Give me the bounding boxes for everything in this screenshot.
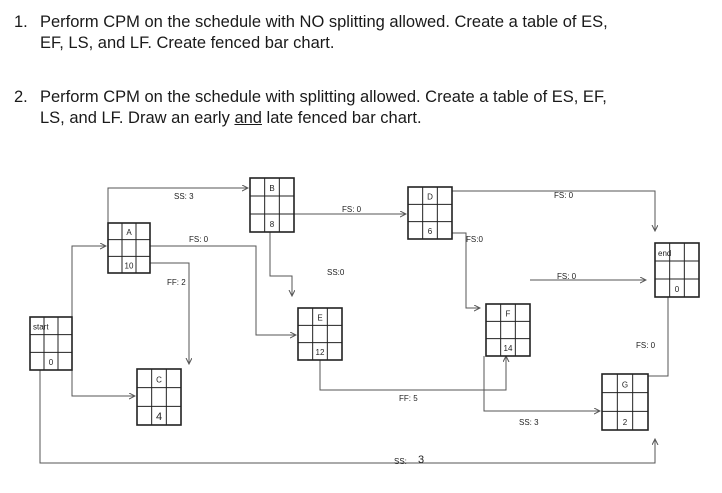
activity-name: A	[126, 228, 132, 237]
precedence-network-diagram	[0, 168, 722, 493]
question-line: Perform CPM on the schedule with NO splitting allowed. Create a table of ES,	[40, 13, 608, 31]
activity-duration: 6	[427, 227, 433, 237]
rel-label-d-end: FS: 0	[554, 191, 574, 200]
rel-label-g-end: FS: 0	[636, 341, 656, 350]
activity-duration: 2	[622, 417, 628, 427]
activity-duration: 12	[315, 348, 325, 358]
rel-label-a-e: FS: 0	[189, 235, 209, 244]
activity-box-f	[486, 304, 530, 356]
activity-name: B	[269, 183, 275, 193]
connector-b-e	[270, 232, 292, 296]
question-line	[40, 108, 607, 129]
activity-duration: 0	[674, 284, 680, 294]
activity-duration: 0	[48, 358, 54, 368]
activity-duration: 10	[124, 261, 134, 271]
rel-label-start-end-prefix: SS:	[394, 457, 407, 466]
question-text-part: late fenced bar chart.	[261, 109, 422, 127]
connector-start-end	[40, 370, 655, 463]
connector-d-f	[452, 233, 480, 308]
activity-box-e	[298, 308, 342, 360]
rel-label-b-d: FS: 0	[342, 205, 362, 214]
underlined-word: and	[234, 109, 262, 127]
activity-name: D	[427, 192, 433, 202]
rel-label-f-g: SS: 3	[519, 418, 539, 427]
activity-box-c	[137, 369, 181, 425]
connector-g-end	[648, 286, 668, 376]
activity-duration: 4	[155, 410, 163, 423]
question-line: EF, LS, and LF. Create fenced bar chart.	[40, 34, 335, 52]
question-number: 2.	[14, 88, 28, 106]
activity-box-b	[250, 178, 294, 232]
activity-name: start	[33, 322, 49, 332]
rel-label-a-c: FF: 2	[167, 278, 186, 287]
rel-label-f-end: FS: 0	[557, 272, 577, 281]
question-text-part: LS, and LF. Draw an early	[40, 109, 235, 127]
activity-duration: 14	[503, 344, 513, 354]
activity-name: E	[317, 313, 323, 323]
question-number: 1.	[14, 13, 28, 31]
activity-box-a	[108, 223, 150, 273]
activity-box-start	[30, 317, 72, 370]
question-text	[40, 87, 607, 129]
activity-name: F	[505, 309, 511, 319]
connector-f-g	[484, 356, 600, 411]
activity-name: end	[658, 248, 672, 258]
rel-label-e-f: FF: 5	[399, 394, 418, 403]
activity-box-d	[408, 187, 452, 239]
question-line: Perform CPM on the schedule with splitting allowed. Create a table of ES, EF,	[40, 88, 607, 106]
rel-label-a-b: SS: 3	[174, 192, 194, 201]
activity-box-end	[655, 243, 699, 297]
activity-name: C	[156, 375, 162, 385]
connector-start-c	[72, 370, 135, 396]
rel-label-start-end-value: 3	[418, 454, 425, 466]
rel-label-b-e: SS:0	[327, 268, 345, 277]
connector-start-a	[72, 246, 106, 317]
activity-box-g	[602, 374, 648, 430]
activity-name: G	[621, 380, 629, 390]
connector-e-f	[320, 356, 506, 390]
question-text	[40, 12, 608, 54]
connector-a-e	[150, 246, 296, 335]
rel-label-d-f: FS:0	[466, 235, 483, 244]
activity-boxes	[30, 178, 699, 430]
activity-duration: 8	[269, 219, 275, 229]
